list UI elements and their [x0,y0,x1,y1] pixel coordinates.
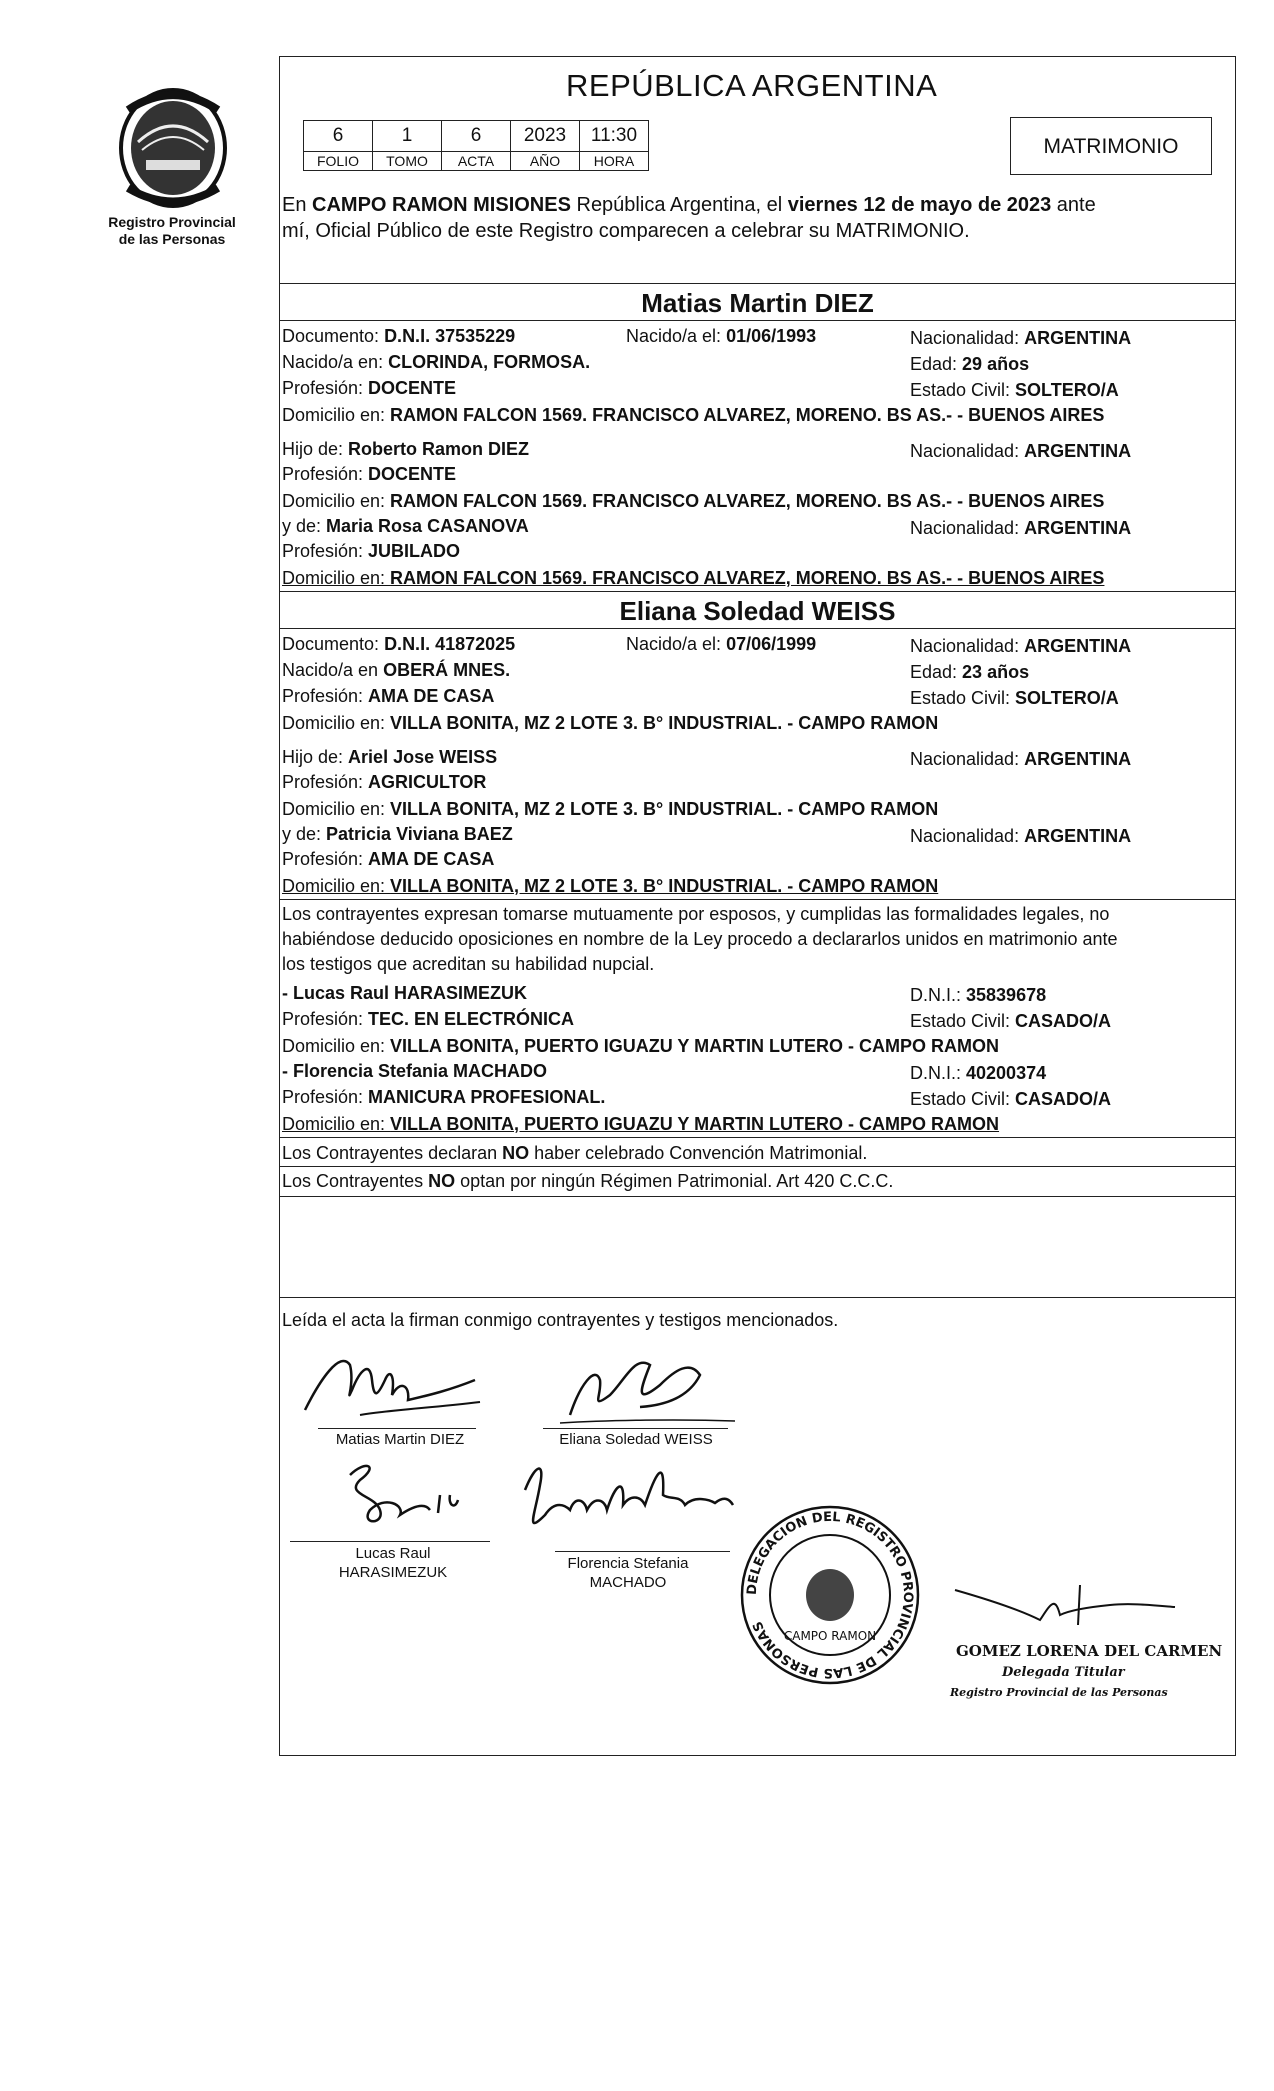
groom-father-nationality: Nacionalidad: ARGENTINA [910,441,1132,461]
witness-2-address: Domicilio en: VILLA BONITA, PUERTO IGUAZU Y MARTIN LUTERO - CAMPO RAMON [282,1114,1000,1134]
witness-2-signature-label-2: MACHADO [589,1574,667,1591]
convention-statement: Los Contrayentes declaran NO haber celebrado Convención Matrimonial. [282,1143,868,1163]
bride-signature-label: Eliana Soledad WEISS [559,1431,713,1448]
ano-label: AÑO [511,152,580,171]
logo-caption-2: de las Personas [118,231,226,247]
act-reference-table [303,120,649,171]
groom-signature [300,1340,490,1430]
bride-father-nationality: Nacionalidad: ARGENTINA [910,749,1132,769]
groom-mother-nationality: Nacionalidad: ARGENTINA [910,518,1132,538]
closing-statement: Leída el acta la firman conmigo contrayentes y testigos mencionados. [282,1310,839,1330]
act-type: MATRIMONIO [1043,135,1179,158]
svg-text:DELEGACION DEL REGISTRO PROVIN: DELEGACION DEL REGISTRO PROVINCIAL DE LAS PERSONAS [744,1509,916,1681]
folio-label: FOLIO [304,152,373,171]
groom-mother-address: Domicilio en: RAMON FALCON 1569. FRANCISCO ALVAREZ, MORENO. BS AS.- - BUENOS AIRES [282,568,1105,588]
ano-value: 2023 [511,121,580,152]
bride-profession: Profesión: AMA DE CASA [282,686,495,706]
officer-role: Delegada Titular [1002,1665,1125,1680]
witness-1-signature-label-2: HARASIMEZUK [338,1564,448,1581]
groom-document: Documento: D.N.I. 37535229 [282,326,516,346]
groom-mother: y de: Maria Rosa CASANOVA [282,516,529,536]
bride-civil-status: Estado Civil: SOLTERO/A [910,688,1119,708]
bride-document: Documento: D.N.I. 41872025 [282,634,516,654]
declaration-line-1: Los contrayentes expresan tomarse mutuamente por esposos, y cumplidas las formalidades legales, no [282,904,1110,924]
groom-birth-place: Nacido/a en: CLORINDA, FORMOSA. [282,352,591,372]
intro-line-2: mí, Oficial Público de este Registro comparecen a celebrar su MATRIMONIO. [282,220,970,242]
witness-2-signature [515,1445,740,1545]
svg-text:CAMPO RAMON: CAMPO RAMON [783,1629,877,1643]
witness-2-name: - Florencia Stefania MACHADO [282,1061,548,1081]
office-round-seal [735,1500,925,1690]
witness-2-civil-status: Estado Civil: CASADO/A [910,1089,1112,1109]
country-title: REPÚBLICA ARGENTINA [566,68,938,103]
declaration-line-3: los testigos que acreditan su habilidad nupcial. [282,954,655,974]
witness-2-dni: D.N.I.: 40200374 [910,1063,1047,1083]
witness-1-signature [330,1455,480,1540]
bride-mother-nationality: Nacionalidad: ARGENTINA [910,826,1132,846]
witness-1-civil-status: Estado Civil: CASADO/A [910,1011,1112,1031]
declaration-line-2: habiéndose deducido oposiciones en nombre de la Ley procedo a declararlos unidos en matrimonio ante [282,929,1118,949]
bride-age: Edad: 23 años [910,662,1030,682]
witness-1-signature-label-1: Lucas Raul [355,1545,431,1562]
regime-statement: Los Contrayentes NO optan por ningún Régimen Patrimonial. Art 420 C.C.C. [282,1171,894,1191]
tomo-value: 1 [373,121,442,152]
groom-father: Hijo de: Roberto Ramon DIEZ [282,439,530,459]
bride-address: Domicilio en: VILLA BONITA, MZ 2 LOTE 3. B° INDUSTRIAL. - CAMPO RAMON [282,713,939,733]
witness-1-address: Domicilio en: VILLA BONITA, PUERTO IGUAZU Y MARTIN LUTERO - CAMPO RAMON [282,1036,1000,1056]
groom-father-address: Domicilio en: RAMON FALCON 1569. FRANCISCO ALVAREZ, MORENO. BS AS.- - BUENOS AIRES [282,491,1105,511]
bride-nationality: Nacionalidad: ARGENTINA [910,636,1132,656]
bride-name: Eliana Soledad WEISS [619,596,896,626]
bride-father: Hijo de: Ariel Jose WEISS [282,747,498,767]
tomo-label: TOMO [373,152,442,171]
groom-age: Edad: 29 años [910,354,1030,374]
bride-mother-profession: Profesión: AMA DE CASA [282,849,495,869]
bride-mother-address: Domicilio en: VILLA BONITA, MZ 2 LOTE 3. B° INDUSTRIAL. - CAMPO RAMON [282,876,939,896]
bride-mother: y de: Patricia Viviana BAEZ [282,824,513,844]
witness-2-profession: Profesión: MANICURA PROFESIONAL. [282,1087,606,1107]
groom-profession: Profesión: DOCENTE [282,378,457,398]
province-seal-logo [108,80,238,210]
witness-1-dni: D.N.I.: 35839678 [910,985,1047,1005]
witness-1-name: - Lucas Raul HARASIMEZUK [282,983,528,1003]
bride-signature [540,1335,740,1430]
bride-birth-date: Nacido/a el: 07/06/1999 [626,634,817,654]
officer-organization: Registro Provincial de las Personas [950,1686,1168,1699]
bride-birth-place: Nacido/a en OBERÁ MNES. [282,660,511,680]
groom-signature-label: Matias Martin DIEZ [335,1431,465,1448]
intro-line-1: En CAMPO RAMON MISIONES República Argentina, el viernes 12 de mayo de 2023 ante [282,194,1096,216]
groom-civil-status: Estado Civil: SOLTERO/A [910,380,1119,400]
witness-1-profession: Profesión: TEC. EN ELECTRÓNICA [282,1009,575,1029]
bride-father-address: Domicilio en: VILLA BONITA, MZ 2 LOTE 3. B° INDUSTRIAL. - CAMPO RAMON [282,799,939,819]
groom-mother-profession: Profesión: JUBILADO [282,541,461,561]
groom-name: Matias Martin DIEZ [641,288,874,318]
logo-caption-1: Registro Provincial [108,214,236,230]
bride-father-profession: Profesión: AGRICULTOR [282,772,487,792]
groom-address: Domicilio en: RAMON FALCON 1569. FRANCISCO ALVAREZ, MORENO. BS AS.- - BUENOS AIRES [282,405,1105,425]
hora-label: HORA [580,152,649,171]
witness-2-signature-label-1: Florencia Stefania [567,1555,689,1572]
folio-value: 6 [304,121,373,152]
acta-value: 6 [442,121,511,152]
groom-nationality: Nacionalidad: ARGENTINA [910,328,1132,348]
hora-value: 11:30 [580,121,649,152]
acta-label: ACTA [442,152,511,171]
officer-name: GOMEZ LORENA DEL CARMEN [956,1642,1223,1660]
groom-birth-date: Nacido/a el: 01/06/1993 [626,326,817,346]
groom-father-profession: Profesión: DOCENTE [282,464,457,484]
officer-signature [950,1565,1190,1645]
